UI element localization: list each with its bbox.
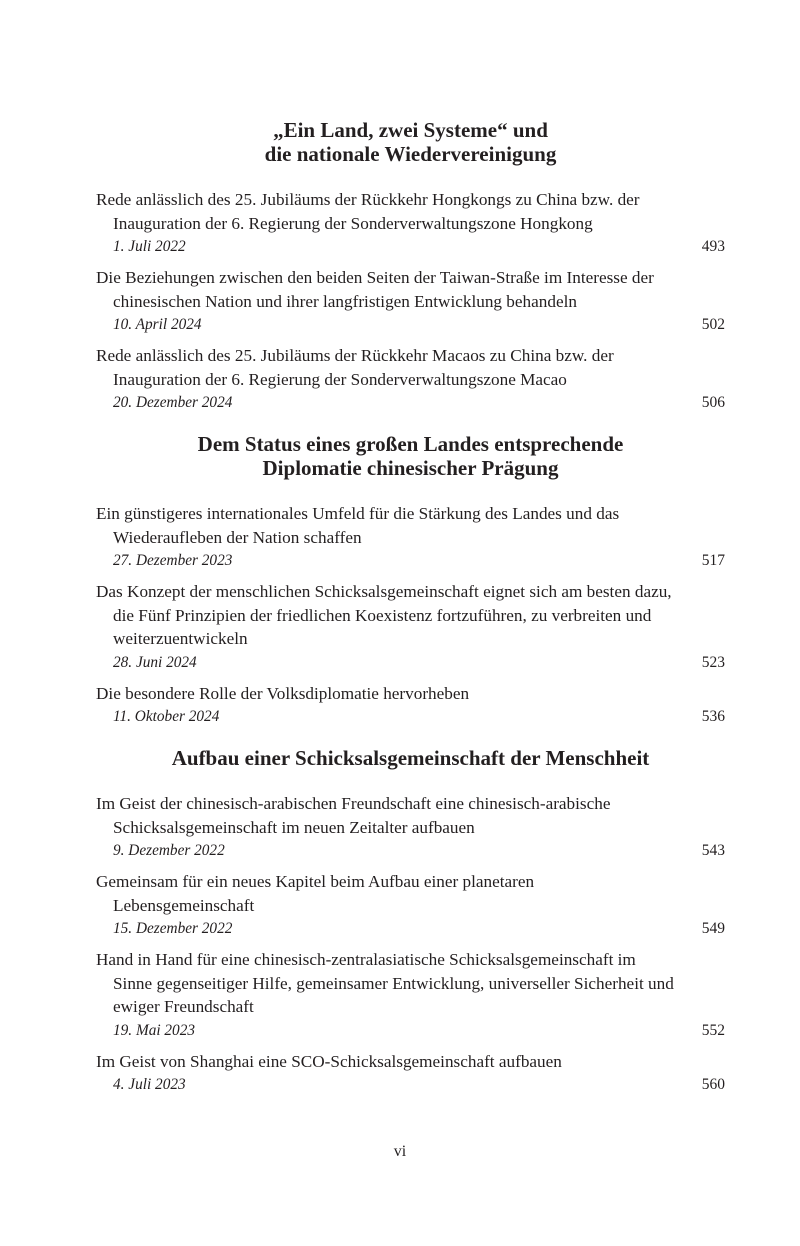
entry-title: Im Geist der chinesisch-arabischen Freundschaft eine chinesisch-arabische Schicksalsgemeinschaft im neuen Zeitalter aufbauen xyxy=(96,794,611,837)
table-of-contents xyxy=(96,118,725,1114)
entry-title: Gemeinsam für ein neues Kapitel beim Aufbau einer planetaren Lebensgemeinschaft xyxy=(96,872,535,915)
entry-date: 9. Dezember 2022 xyxy=(113,842,225,859)
entry-meta xyxy=(96,235,725,258)
toc-entry[interactable] xyxy=(96,266,725,336)
entry-page-number: 506 xyxy=(701,394,725,411)
entry-meta xyxy=(96,839,725,862)
entry-meta xyxy=(96,651,725,674)
section-title-line: Diplomatie chinesischer Prägung xyxy=(262,456,559,480)
entry-date: 4. Juli 2023 xyxy=(113,1076,186,1093)
entry-meta xyxy=(96,391,725,414)
toc-entry[interactable] xyxy=(96,188,725,258)
page-folio: vi xyxy=(393,1143,407,1160)
toc-section xyxy=(96,746,725,1096)
entry-meta xyxy=(96,1073,725,1096)
entry-meta xyxy=(96,705,725,728)
entry-title: Im Geist von Shanghai eine SCO-Schicksalsgemeinschaft aufbauen xyxy=(96,1051,562,1071)
entry-date: 27. Dezember 2023 xyxy=(113,552,233,569)
entry-meta xyxy=(96,1019,725,1042)
section-heading xyxy=(96,746,725,770)
entry-meta xyxy=(96,917,725,940)
entry-page-number: 552 xyxy=(701,1021,725,1039)
toc-section xyxy=(96,118,725,414)
section-title-line: Aufbau einer Schicksalsgemeinschaft der Menschheit xyxy=(171,746,650,770)
entry-date: 19. Mai 2023 xyxy=(113,1021,196,1039)
toc-entry[interactable] xyxy=(96,344,725,414)
entry-page-number: 517 xyxy=(701,552,725,569)
entry-date: 11. Oktober 2024 xyxy=(113,708,220,725)
entry-meta xyxy=(96,549,725,572)
toc-entry[interactable] xyxy=(96,502,725,572)
entry-title: Die Beziehungen zwischen den beiden Seiten der Taiwan-Straße im Interesse der chinesischen Nation und ihrer langfristigen Entwicklung behandeln xyxy=(96,268,654,311)
entry-page-number: 523 xyxy=(701,653,725,671)
entry-date: 1. Juli 2022 xyxy=(113,238,186,255)
entry-meta xyxy=(96,313,725,336)
entry-title: Die besondere Rolle der Volksdiplomatie hervorheben xyxy=(96,683,470,703)
toc-entry[interactable] xyxy=(96,870,725,940)
entry-title: Das Konzept der menschlichen Schicksalsgemeinschaft eignet sich am besten dazu, die Fünf Prinzipien der friedlichen Koexistenz fortzuführen, zu verbreiten und weiterzuentwickeln xyxy=(96,582,672,648)
entry-page-number: 536 xyxy=(701,708,725,725)
entry-title: Ein günstigeres internationales Umfeld für die Stärkung des Landes und das Wiederaufleben der Nation schaffen xyxy=(96,504,620,547)
toc-entry[interactable] xyxy=(96,1050,725,1097)
entry-title: Rede anlässlich des 25. Jubiläums der Rückkehr Hongkongs zu China bzw. der Inauguration der 6. Regierung der Sonderverwaltungszone Hongkong xyxy=(96,190,640,233)
entry-page-number: 543 xyxy=(701,842,725,859)
entry-date: 10. April 2024 xyxy=(113,316,202,333)
entry-date: 20. Dezember 2024 xyxy=(113,394,233,411)
entry-page-number: 560 xyxy=(701,1076,725,1093)
toc-entry[interactable] xyxy=(96,682,725,729)
entry-page-number: 493 xyxy=(701,238,725,255)
entry-title: Hand in Hand für eine chinesisch-zentralasiatische Schicksalsgemeinschaft im Sinne gegenseitiger Hilfe, gemeinsamer Entwicklung, universeller Sicherheit und ewiger Freundschaft xyxy=(96,950,674,1016)
toc-entry[interactable] xyxy=(96,792,725,862)
entry-date: 28. Juni 2024 xyxy=(113,653,197,671)
section-title-line: „Ein Land, zwei Systeme“ und xyxy=(273,118,548,142)
toc-entry[interactable] xyxy=(96,948,725,1042)
section-title-line: die nationale Wiedervereinigung xyxy=(264,142,557,166)
entry-page-number: 549 xyxy=(701,920,725,937)
section-heading xyxy=(96,432,725,480)
entry-date: 15. Dezember 2022 xyxy=(113,920,233,937)
toc-section xyxy=(96,432,725,728)
section-title-line: Dem Status eines großen Landes entsprechende xyxy=(197,432,624,456)
entry-title: Rede anlässlich des 25. Jubiläums der Rückkehr Macaos zu China bzw. der Inauguration der 6. Regierung der Sonderverwaltungszone Macao xyxy=(96,346,614,389)
toc-entry[interactable] xyxy=(96,580,725,674)
entry-page-number: 502 xyxy=(701,316,725,333)
section-heading xyxy=(96,118,725,166)
